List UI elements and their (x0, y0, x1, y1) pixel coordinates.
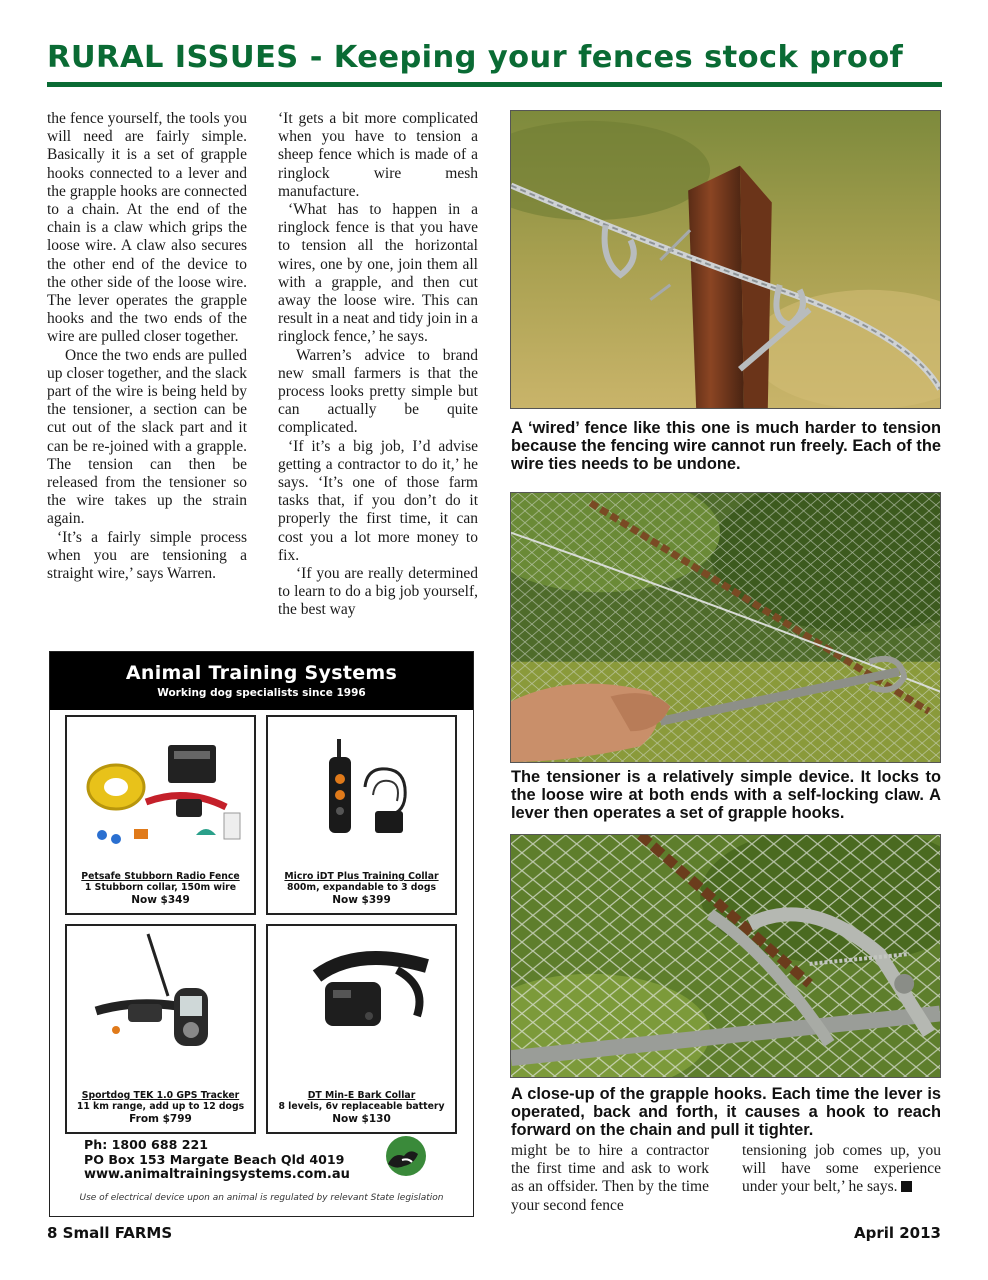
ad-address: PO Box 153 Margate Beach Qld 4019 (84, 1152, 345, 1167)
paragraph: Warren’s advice to brand new small farmers is that the process looks pretty simple but can actually be quite complicated. (278, 346, 478, 437)
ad-phone[interactable]: Ph: 1800 688 221 (84, 1137, 209, 1152)
product-name: Petsafe Stubborn Radio Fence (81, 871, 240, 882)
gps-tracker-icon (76, 926, 246, 1076)
ad-title: Animal Training Systems (125, 662, 398, 684)
product-price: Now $399 (332, 894, 391, 906)
article-column-2 (278, 110, 478, 620)
headline-rule (47, 82, 942, 87)
paragraph: ‘It’s a fairly simple process when you are tensioning a straight wire,’ says Warren. (47, 528, 247, 583)
photo-tensioner (510, 492, 941, 763)
footer-page-label: 8 Small FARMS (47, 1224, 173, 1242)
product-name: Sportdog TEK 1.0 GPS Tracker (81, 1090, 240, 1101)
photo-wired-fence (510, 110, 941, 409)
training-collar-icon (277, 717, 447, 857)
caption-photo-2: The tensioner is a relatively simple device. It locks to the loose wire at both ends with a self-locking claw. A lever then operates a set of grapple hooks. (511, 768, 941, 822)
product-tile-bark-collar[interactable] (266, 924, 457, 1134)
product-tile-training-collar[interactable] (266, 715, 457, 915)
paragraph: the fence yourself, the tools you will need are fairly simple. Basically it is a set of grapple hooks connected to a lever and the grapple hooks are connected to a chain. At the end of the chain is a claw which grips the loose wire. A claw also secures the other end of the device to the other side of the loose wire. The lever operates the grapple hooks and the two ends of the wire are pulled closer together. (47, 110, 247, 346)
paragraph: ‘What has to happen in a ringlock fence is that you have to tension all the horizontal wires, one by one, join them all with a grapple, and then cut away the loose wire. This can result in a neat and tidy join in a ringlock fence,’ he says. (278, 201, 478, 346)
ad-website[interactable]: www.animaltrainingsystems.com.au (84, 1167, 350, 1182)
ad-contact (84, 1137, 350, 1182)
product-price: Now $130 (332, 1113, 391, 1125)
article-column-3a (511, 1142, 709, 1215)
product-desc: 8 levels, 6v replaceable battery (278, 1101, 445, 1112)
article-column-3b (742, 1142, 941, 1197)
article-column-1 (47, 110, 247, 583)
ad-subtitle: Working dog specialists since 1996 (157, 687, 366, 699)
paragraph: Once the two ends are pulled up closer together, and the slack part of the wire is being held by the tensioner, a section can be cut out of the slack part and it can be re-joined with a grapple. The tension can then be released from the tensioner so the wire takes up the strain again. (47, 346, 247, 528)
end-mark-icon (901, 1181, 912, 1192)
photo-grapple-hooks (510, 834, 941, 1078)
caption-photo-3: A close-up of the grapple hooks. Each time the lever is operated, back and forth, it causes a hook to reach forward on the chain and pull it tighter. (511, 1085, 941, 1139)
product-name: Micro iDT Plus Training Collar (284, 871, 439, 882)
product-desc: 800m, expandable to 3 dogs (286, 882, 437, 893)
bark-collar-icon (277, 926, 447, 1076)
paragraph: ‘It gets a bit more complicated when you have to tension a sheep fence which is made of a ringlock wire mesh manufacture. (278, 110, 478, 200)
ad-header (50, 652, 473, 710)
dog-logo-icon (380, 1134, 428, 1178)
caption-photo-1: A ‘wired’ fence like this one is much harder to tension because the fencing wire cannot run freely. Each of the wire ties needs to be undone. (511, 419, 941, 473)
paragraph-text: tensioning job comes up, you will have some experience under your belt,’ he says. (742, 1142, 941, 1196)
product-price: Now $349 (131, 894, 190, 906)
radio-fence-kit-icon (76, 717, 246, 857)
product-tile-radio-fence[interactable] (65, 715, 256, 915)
page-headline: RURAL ISSUES - Keeping your fences stock proof (47, 40, 904, 75)
ad-legal-note: Use of electrical device upon an animal is regulated by relevant State legislation (79, 1193, 444, 1203)
product-name: DT Min-E Bark Collar (307, 1090, 416, 1101)
paragraph: ‘If it’s a big job, I’d advise getting a contractor to do it,’ he says. ‘It’s one of those farm tasks that, if you don’t do it properly the first time, it can cost you a lot more money to fix. (278, 437, 478, 564)
footer-issue-date: April 2013 (854, 1224, 941, 1242)
product-desc: 11 km range, add up to 12 dogs (76, 1101, 245, 1112)
product-desc: 1 Stubborn collar, 150m wire (84, 882, 237, 893)
product-tile-gps-tracker[interactable] (65, 924, 256, 1134)
paragraph: might be to hire a contractor the first time and ask to work as an offsider. Then by the time your second fence (511, 1142, 709, 1214)
paragraph: ‘If you are really determined to learn to do a big job yourself, the best way (278, 565, 478, 619)
product-price: From $799 (129, 1113, 192, 1125)
advertisement[interactable] (49, 651, 474, 1217)
paragraph (742, 1142, 941, 1197)
